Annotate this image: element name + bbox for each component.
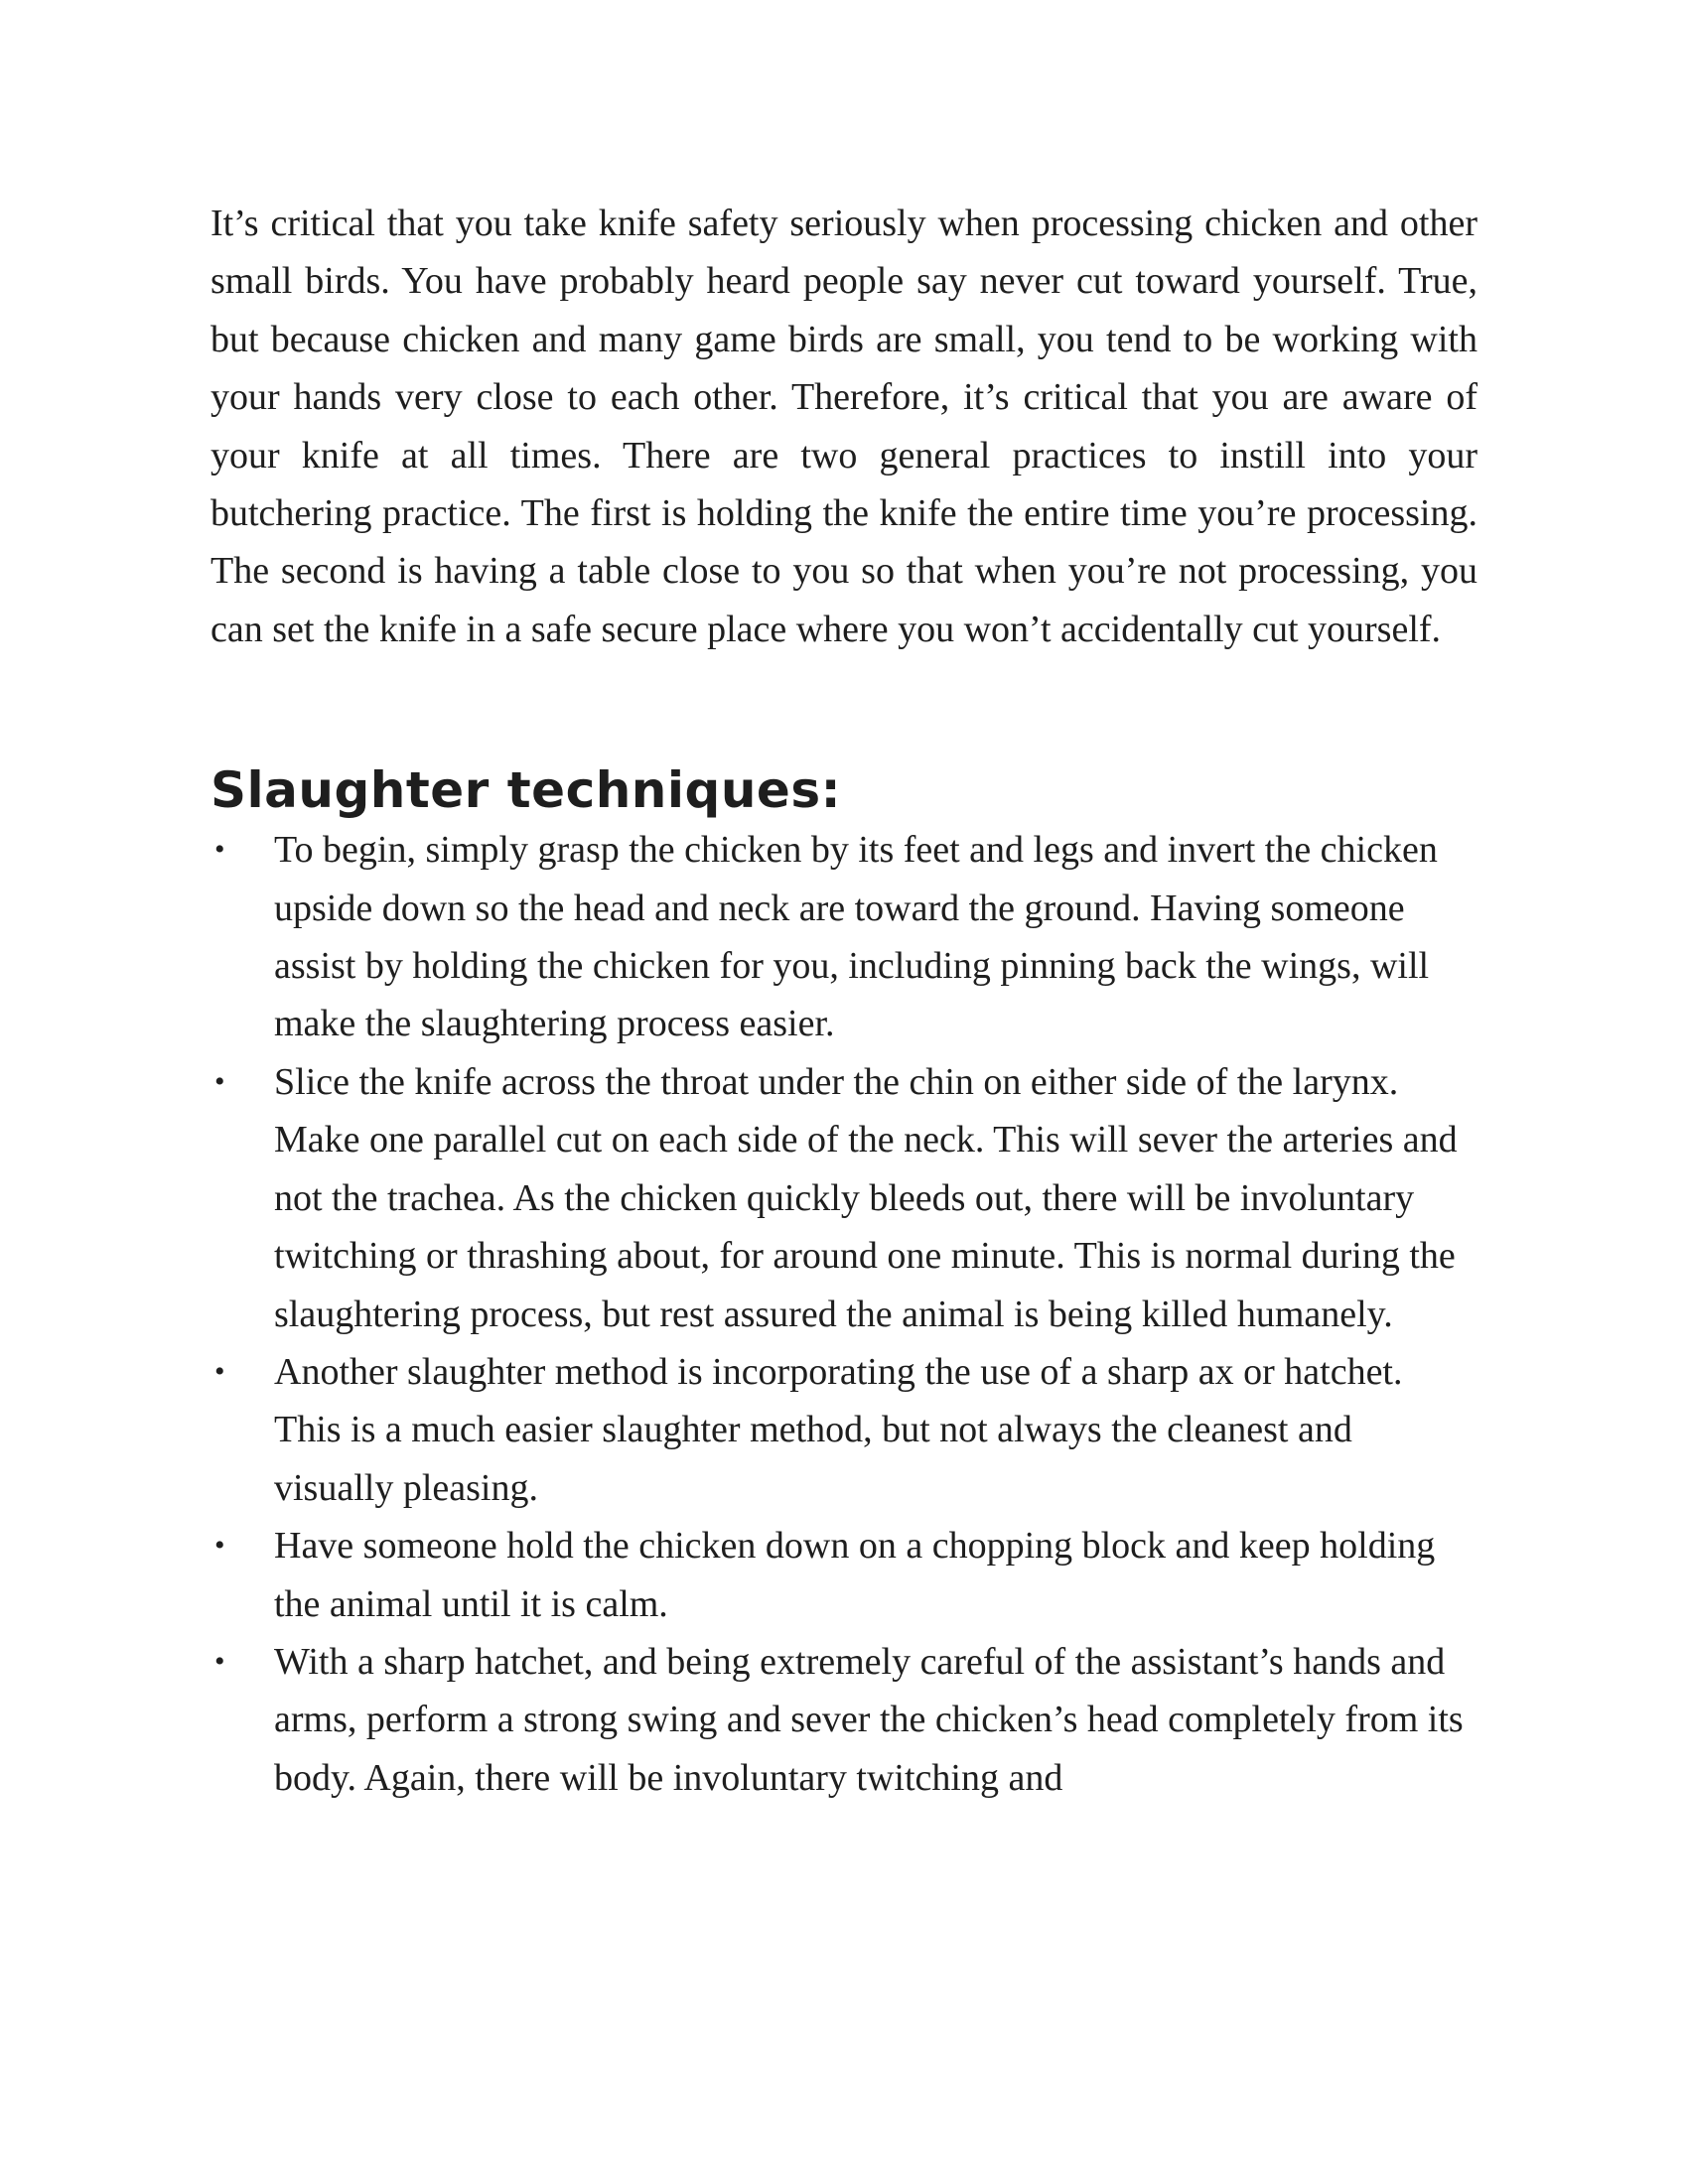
list-item (211, 1053, 1477, 1343)
list-item-text: To begin, simply grasp the chicken by its feet and legs and invert the chicken upside down so the head and neck are toward the ground. Having someone assist by holding the chicken for you, including pinning back the wings, will make the slaughtering process easier. (274, 829, 1438, 1045)
list-item-text: Slice the knife across the throat under the chin on either side of the larynx. Make one parallel cut on each side of the neck. This will sever the arteries and not the trachea. As the chicken quickly bleeds out, there will be involuntary twitching or thrashing about, for around one minute. This is normal during the slaughtering process, but rest assured the animal is being killed humanely. (274, 1060, 1458, 1335)
list-item (211, 1517, 1477, 1633)
bullet-icon: • (214, 1644, 225, 1678)
bullet-icon: • (214, 1064, 225, 1098)
list-item-text: With a sharp hatchet, and being extremely careful of the assistant’s hands and arms, perform a strong swing and sever the chicken’s head completely from its body. Again, there will be involuntary twitching and (274, 1640, 1464, 1799)
bullet-icon: • (214, 833, 225, 867)
list-item-text: Another slaughter method is incorporating the use of a sharp ax or hatchet. This is a much easier slaughter method, but not always the cleanest and visually pleasing. (274, 1350, 1403, 1509)
section-heading: Slaughter techniques: (211, 761, 842, 820)
list-item (211, 821, 1477, 1053)
page-content (211, 195, 1477, 1807)
list-item-text: Have someone hold the chicken down on a chopping block and keep holding the animal until it is calm. (274, 1525, 1436, 1625)
intro-paragraph: It’s critical that you take knife safety seriously when processing chicken and other small birds. You have probably heard people say never cut toward yourself. True, but because chicken and many game birds are small, you tend to be working with your hands very close to each other. Therefore, it’s critical that you are aware of your knife at all times. There are two general practices to instill into your butchering practice. The first is holding the knife the entire time you’re processing. The second is having a table close to you so that when you’re not processing, you can set the knife in a safe secure place where you won’t accidentally cut yourself. (211, 203, 1477, 650)
list-item (211, 1343, 1477, 1517)
list-item (211, 1633, 1477, 1807)
bullet-icon: • (214, 1354, 225, 1388)
bullet-icon: • (214, 1529, 225, 1563)
bullet-list (211, 821, 1477, 1807)
